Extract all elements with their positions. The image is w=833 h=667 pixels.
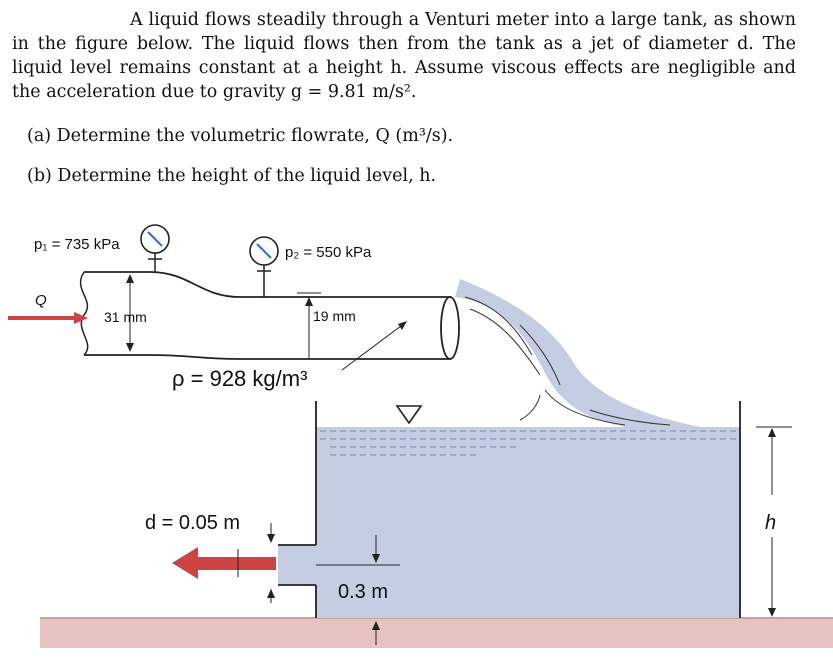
part-a: (a) Determine the volumetric flowrate, Q (m³/s). [27,126,454,146]
figure [0,205,833,667]
part-b: (b) Determine the height of the liquid level, h. [27,166,437,186]
q-label: Q [35,292,47,309]
z-label: 0.3 m [338,581,389,603]
h-arrow-top [768,428,776,437]
outlet-arrow-body [198,557,276,570]
p1-label: p₁ = 735 kPa [34,236,120,253]
d-label: d = 0.05 m [145,512,241,534]
ground [40,618,833,648]
gauge-1 [141,225,169,272]
problem-intro: A liquid flows steadily through a Venturi meter into a large tank, as shown in the figure below. The liquid flows then from the tank as a jet of diameter d. The liquid level remains constant at a height h. Assume viscous effects are negligible and the acceleration due to gravity g = 9.81 m/s². [12,10,796,102]
gauge-2 [250,237,278,297]
h-label: h [765,512,777,534]
falling-jet [455,279,700,427]
problem-statement [12,8,796,104]
free-surface-symbol [397,406,421,423]
d1-label: 31 mm [104,309,147,325]
pipe-outlet [441,297,459,359]
outlet-arrow-head [172,547,198,579]
d2-label: 19 mm [313,308,356,324]
p2-label: p₂ = 550 kPa [285,244,372,261]
h-arrow-bottom [768,608,776,617]
d-arrow-top [267,534,275,543]
d-arrow-bottom [267,589,275,598]
rho-label: ρ = 928 kg/m³ [172,366,308,391]
